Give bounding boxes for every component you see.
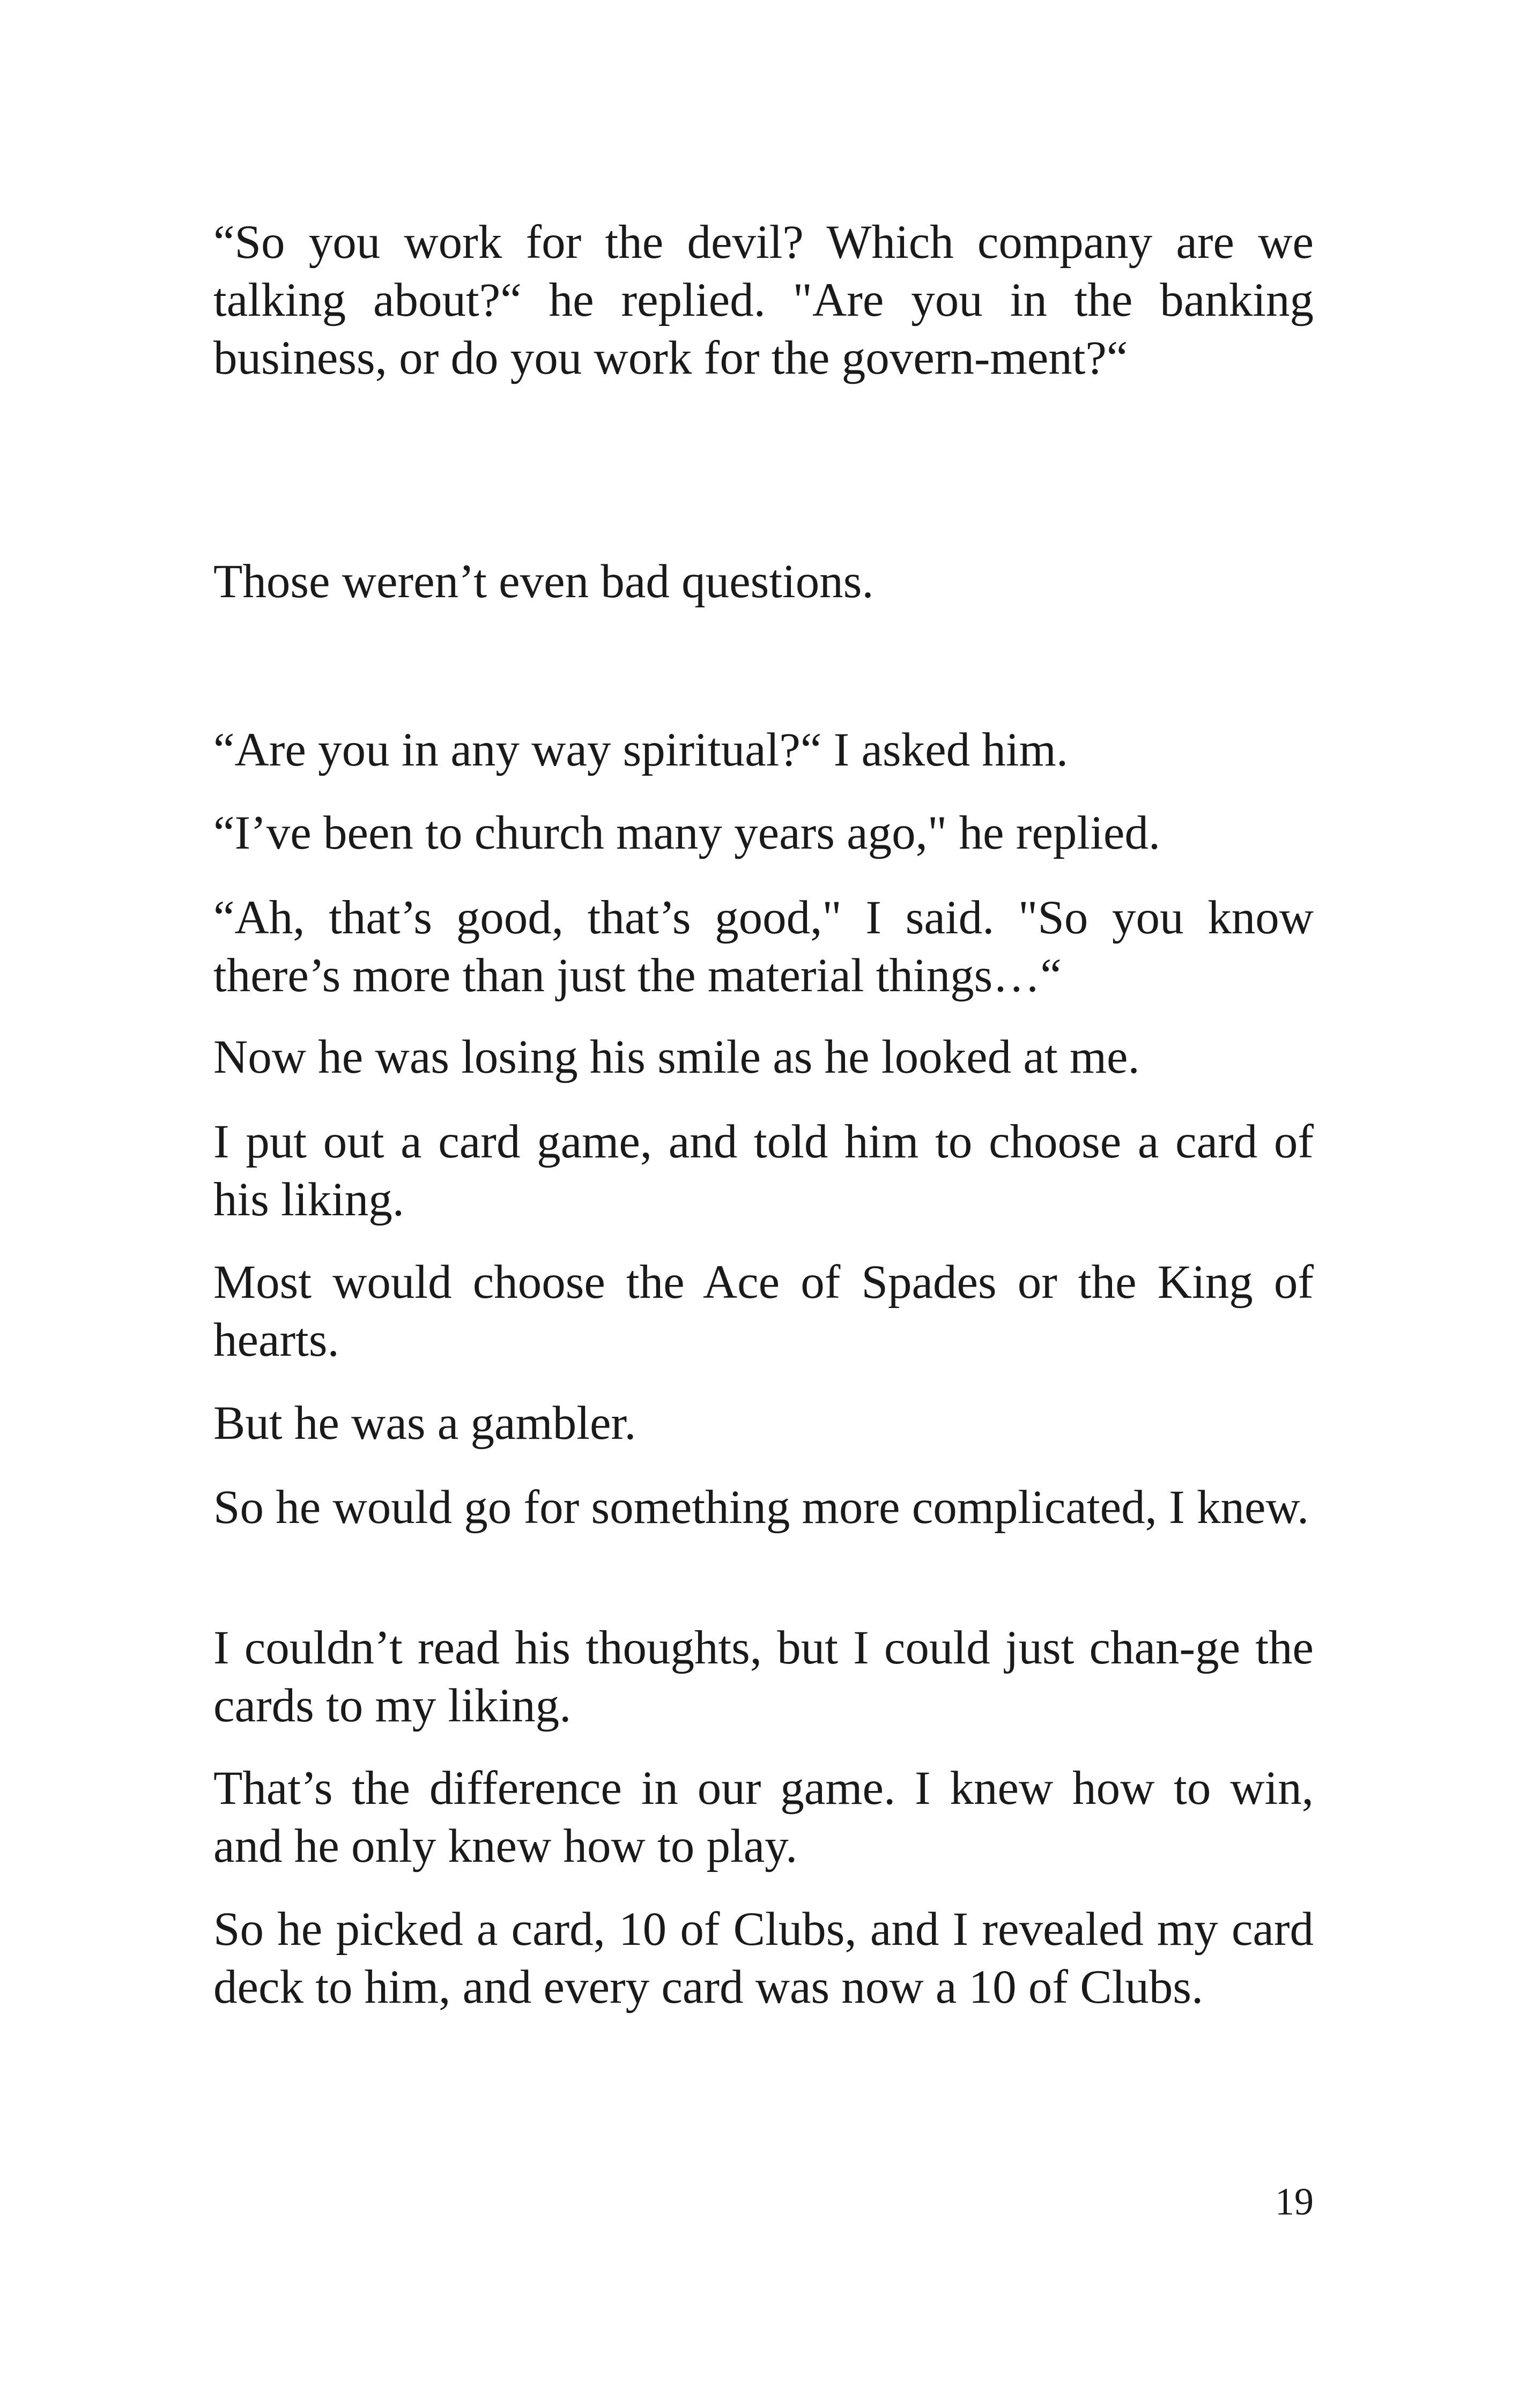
page-number: 19 — [1275, 2180, 1314, 2223]
paragraph-3: “Are you in any way spiritual?“ I asked him. — [213, 724, 1069, 776]
paragraph-8: Most would choose the Ace of Spades or the King of hearts. — [213, 1256, 1314, 1366]
paragraph-12: That’s the difference in our game. I knew how to win, and he only knew how to play. — [213, 1762, 1314, 1872]
paragraph-2: Those weren’t even bad questions. — [213, 555, 874, 608]
paragraph-7: I put out a card game, and told him to choose a card of his liking. — [213, 1116, 1314, 1226]
paragraph-1: “So you work for the devil? Which company are we talking about?“ he replied. "Are you in the banking business, or do you work for the govern-ment?“ — [213, 216, 1314, 384]
paragraph-5: “Ah, that’s good, that’s good," I said. "So you know there’s more than just the material things…“ — [213, 891, 1314, 1002]
paragraph-6: Now he was losing his smile as he looked at me. — [213, 1031, 1140, 1083]
paragraph-4: “I’ve been to church many years ago," he replied. — [213, 807, 1161, 859]
paragraph-13: So he picked a card, 10 of Clubs, and I revealed my card deck to him, and every card was now a 10 of Clubs. — [213, 1903, 1314, 2013]
paragraph-9: But he was a gambler. — [213, 1397, 636, 1450]
paragraph-10: So he would go for something more complicated, I knew. — [213, 1481, 1309, 1534]
paragraph-11: I couldn’t read his thoughts, but I could just chan-ge the cards to my liking. — [213, 1622, 1314, 1732]
